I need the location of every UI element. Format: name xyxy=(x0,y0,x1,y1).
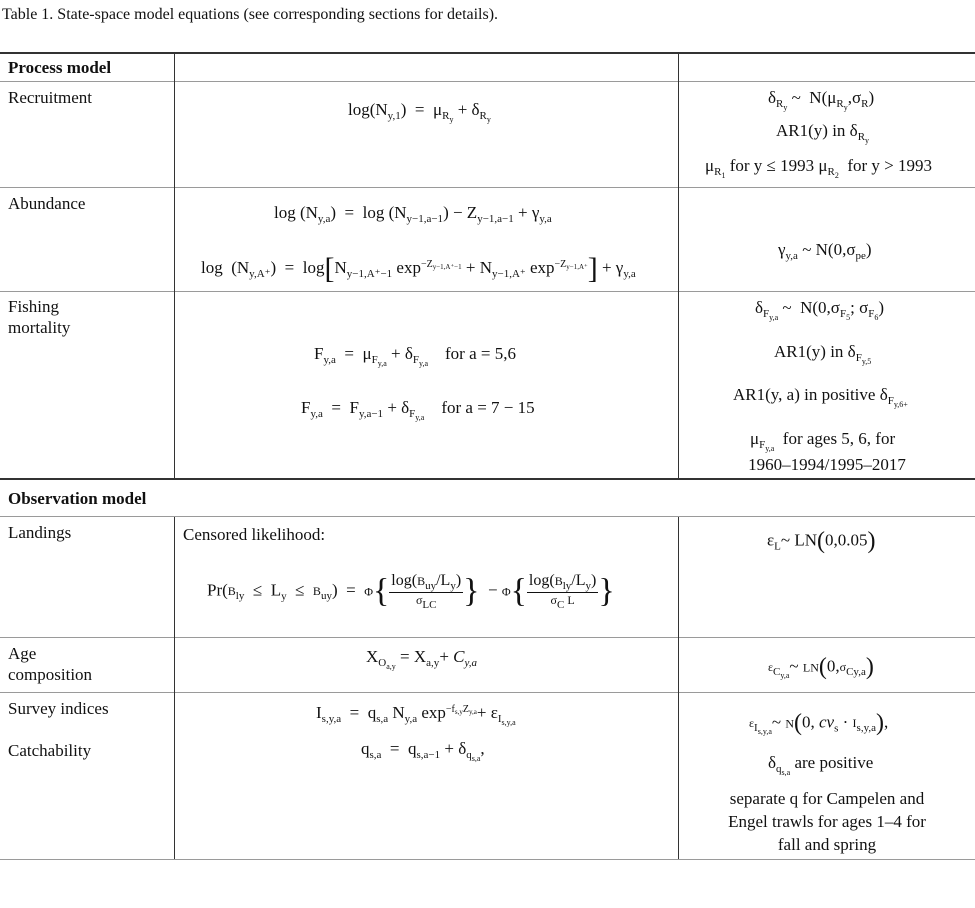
row-label-fishing-2: mortality xyxy=(8,318,71,337)
assumption-recruitment-mean: $\mu_{R_1}$ for y ≤ 1993 $\mu_{R_2}$ for y > 1993 xyxy=(705,156,933,180)
years-range: 1960–1994/1995–2017 xyxy=(748,455,906,474)
ar1-text: AR1(y) in xyxy=(774,342,844,361)
row-label-catchability: Catchability xyxy=(8,741,92,760)
ar1-text: AR1(y) in xyxy=(776,121,846,140)
rule xyxy=(0,692,975,693)
column-divider xyxy=(174,517,175,859)
assumption-landings: $\varepsilon_L\sim$ LN(0,0.05) xyxy=(767,528,876,554)
rule xyxy=(0,52,975,54)
rule xyxy=(0,859,975,860)
assumption-fishing-ar1-ya: AR1(y, a) in positive $\delta_{F_{y,6+}}$ xyxy=(733,385,908,409)
row-label-landings: Landings xyxy=(8,523,72,542)
column-divider xyxy=(678,53,679,478)
separate-q-line-3: fall and spring xyxy=(777,835,877,854)
ar1-ya-text: AR1(y, a) in positive xyxy=(733,385,876,404)
assumption-fishing-mean: $\mu_{F_{y,a}}$ for ages 5, 6, for xyxy=(750,429,896,453)
column-divider xyxy=(174,53,175,478)
rule xyxy=(0,187,975,188)
row-label-survey: Survey indices xyxy=(8,699,109,718)
assumption-fishing-ar1: AR1(y) in $\delta_{F_{y,5}}$ xyxy=(774,342,872,366)
rule xyxy=(0,81,975,82)
ln-text: LN xyxy=(794,530,817,550)
for-ages-text: for ages 5, 6, for xyxy=(782,429,896,448)
row-label-fishing-1: Fishing xyxy=(8,297,60,316)
assumption-abundance: $\gamma_{y,a}$ ~ $N(0,\sigma_{pe})$ xyxy=(778,240,872,262)
equation-survey: $I_{s,y,a} = q_{s,a}$ $N_{y,a}$ $\exp^{-f_{s,y}Z_{y,a}}+ \varepsilon_{I_{s,y,a}}$ xyxy=(316,703,516,727)
row-label-recruitment: Recruitment xyxy=(8,88,93,107)
equation-abundance-2: $\log (N_{y,A^+}) = \log[N_{y-1,A^+-1}$ $\exp^{-Z_{y-1,A^+-1}} + N_{y-1,A^+}$ $\exp^{-Z_{y-1,A^+}}] + \gamma_{y,a}$ xyxy=(201,252,636,285)
for-y-le-text: for y ≤ 1993 xyxy=(729,156,815,175)
rule xyxy=(0,478,975,480)
row-label-age-1: Age xyxy=(8,644,37,663)
row-label-abundance: Abundance xyxy=(8,194,86,213)
assumption-recruitment-dist: $\delta_{R_y}$ ~ $N(\mu_{R_y},\sigma_R)$ xyxy=(768,88,875,112)
separate-q-line-1: separate q for Campelen and xyxy=(729,789,925,808)
separate-q-line-2: Engel trawls for ages 1–4 for xyxy=(728,812,926,831)
section-observation: Observation model xyxy=(8,489,147,508)
equation-catchability: $q_{s,a} = q_{s,a-1} + \delta_{q_{s,a}}$, xyxy=(361,739,485,763)
rule xyxy=(0,516,975,517)
equation-fishing-2: $F_{y,a} = F_{y,a-1} + \delta_{F_{y,a}}$ for a = 7 − 15 xyxy=(301,398,535,422)
are-positive-text: are positive xyxy=(794,753,874,772)
table-caption: Table 1. State-space model equations (see corresponding sections for details). xyxy=(2,6,499,23)
equation-recruitment: $\log(N_{y,1}) = \mu_{R_y} + \delta_{R_y}$ xyxy=(348,100,491,124)
section-process: Process model xyxy=(8,58,112,77)
rule xyxy=(0,637,975,638)
assumption-survey: $\varepsilon_{I_{s,y,a}}\sim$ N(0, $cv_s \cdot I_{s,y,a}$), xyxy=(749,710,889,737)
assumption-recruitment-ar1: AR1(y) in $\delta_{R_y}$ xyxy=(776,121,870,145)
row-label-age-2: composition xyxy=(8,665,93,684)
equation-abundance-1: $\log (N_{y,a}) = \log (N_{y-1,a-1}) - Z_{y-1,a-1} + \gamma_{y,a}$ xyxy=(274,203,552,225)
ln-args: 0,0.05 xyxy=(825,530,868,550)
censored-likelihood-label: Censored likelihood: xyxy=(183,525,326,544)
for-y-gt-text: for y > 1993 xyxy=(847,156,933,175)
equation-fishing-1: $F_{y,a} = \mu_{F_{y,a}} + \delta_{F_{y,a}}$ for a = 5,6 xyxy=(314,344,516,368)
assumption-fishing-dist: $\delta_{F_{y,a}}$ ~ $N(0,\sigma_{F_5}$; $\sigma_{F_6}$) xyxy=(755,298,885,322)
assumption-catchability: $\delta_{q_{s,a}}$ are positive xyxy=(768,753,874,777)
for-a-715-text: for a = 7 − 15 xyxy=(441,398,535,417)
equation-landings: $Pr(B_{ly} \le L_y \le B_{uy}) = \Phi${ $\frac{\log(B_{uy}/L_y)}{\sigma_{LC}}$ } − Φ{ $\frac{\log(B_{ly}/L_y)}{\sigma_C L}$ } xyxy=(207,572,615,611)
assumption-age-composition: $\varepsilon_{C_{y,a}}\sim$ $LN(0,\sigma_{Cy,a})$ xyxy=(768,654,874,681)
equation-age-composition: $X_{O_{a,y}} = X_{a,y}+ C_{y,a}$ xyxy=(366,647,478,671)
for-a-56-text: for a = 5,6 xyxy=(445,344,516,363)
rule xyxy=(0,291,975,292)
